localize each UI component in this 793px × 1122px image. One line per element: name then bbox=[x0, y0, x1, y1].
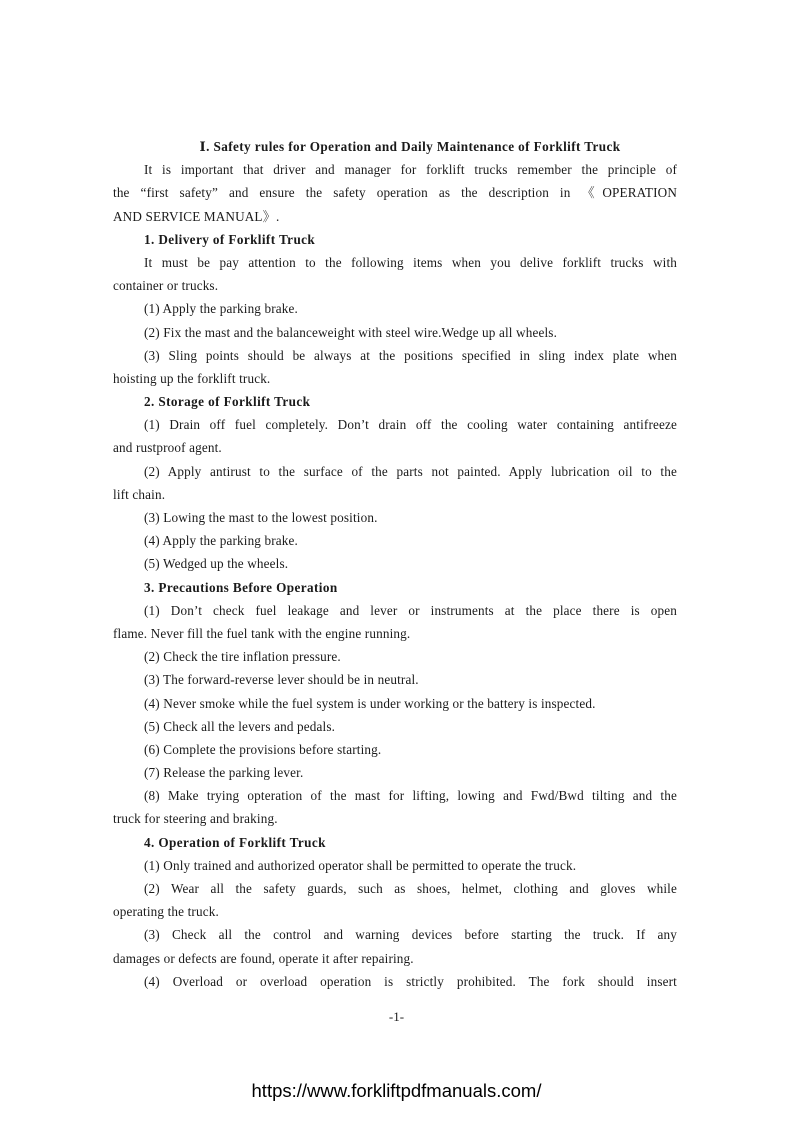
list-item: (7) Release the parking lever. bbox=[144, 765, 304, 781]
list-item-continuation: lift chain. bbox=[113, 486, 166, 502]
list-item: (5) Wedged up the wheels. bbox=[144, 556, 289, 572]
list-item: (8) Make trying opteration of the mast for lifting, lowing and Fwd/Bwd tilting and the bbox=[144, 788, 677, 804]
paragraph-line: container or trucks. bbox=[113, 278, 219, 294]
list-item: (1) Don’t check fuel leakage and lever or instruments at the place there is open bbox=[144, 602, 677, 618]
list-item: (3) The forward-reverse lever should be in neutral. bbox=[144, 672, 419, 688]
section-heading-precautions: 3. Precautions Before Operation bbox=[144, 579, 338, 595]
list-item-continuation: operating the truck. bbox=[113, 904, 219, 920]
list-item: (1) Apply the parking brake. bbox=[144, 301, 298, 317]
page-number: -1- bbox=[388, 1009, 405, 1024]
list-item: (5) Check all the levers and pedals. bbox=[144, 718, 336, 734]
list-item: (2) Check the tire inflation pressure. bbox=[144, 649, 341, 665]
section-heading-operation: 4. Operation of Forklift Truck bbox=[144, 834, 326, 850]
list-item: (4) Never smoke while the fuel system is under working or the battery is inspected. bbox=[144, 695, 596, 711]
list-item: (2) Wear all the safety guards, such as shoes, helmet, clothing and gloves while bbox=[144, 881, 677, 896]
list-item: (1) Drain off fuel completely. Don’t drain off the cooling water containing antifreeze bbox=[144, 417, 677, 433]
list-item: (1) Only trained and authorized operator shall be permitted to operate the truck. bbox=[144, 857, 577, 873]
list-item: (3) Lowing the mast to the lowest position. bbox=[144, 510, 378, 525]
section-heading-storage: 2. Storage of Forklift Truck bbox=[144, 394, 311, 410]
page-title: Ⅰ. Safety rules for Operation and Daily Maintenance of Forklift Truck bbox=[199, 139, 621, 154]
intro-line: AND SERVICE MANUAL》. bbox=[113, 208, 280, 224]
intro-line: It is important that driver and manager for forklift trucks remember the principle of bbox=[144, 162, 677, 178]
list-item-continuation: truck for steering and braking. bbox=[113, 811, 278, 827]
list-item: (2) Fix the mast and the balanceweight with steel wire.Wedge up all wheels. bbox=[144, 324, 558, 340]
page-content bbox=[113, 135, 677, 993]
list-item: (2) Apply antirust to the surface of the parts not painted. Apply lubrication oil to the bbox=[144, 463, 677, 479]
list-item-continuation: hoisting up the forklift truck. bbox=[113, 370, 271, 386]
list-item: (3) Sling points should be always at the positions specified in sling index plate when bbox=[144, 347, 677, 363]
source-url-link[interactable]: https://www.forkliftpdfmanuals.com/ bbox=[251, 1080, 542, 1101]
list-item-continuation: and rustproof agent. bbox=[113, 440, 222, 456]
section-heading-delivery: 1. Delivery of Forklift Truck bbox=[144, 231, 316, 247]
list-item: (4) Overload or overload operation is strictly prohibited. The fork should insert bbox=[144, 973, 677, 989]
list-item: (6) Complete the provisions before starting. bbox=[144, 741, 382, 757]
list-item: (3) Check all the control and warning devices before starting the truck. If any bbox=[144, 927, 677, 943]
list-item-continuation: flame. Never fill the fuel tank with the engine running. bbox=[113, 625, 411, 641]
list-item: (4) Apply the parking brake. bbox=[144, 533, 298, 549]
intro-line: the “first safety” and ensure the safety operation as the description in 《OPERATION bbox=[113, 185, 677, 201]
paragraph-line: It must be pay attention to the following items when you delive forklift trucks with bbox=[144, 254, 677, 270]
list-item-continuation: damages or defects are found, operate it after repairing. bbox=[113, 950, 414, 966]
